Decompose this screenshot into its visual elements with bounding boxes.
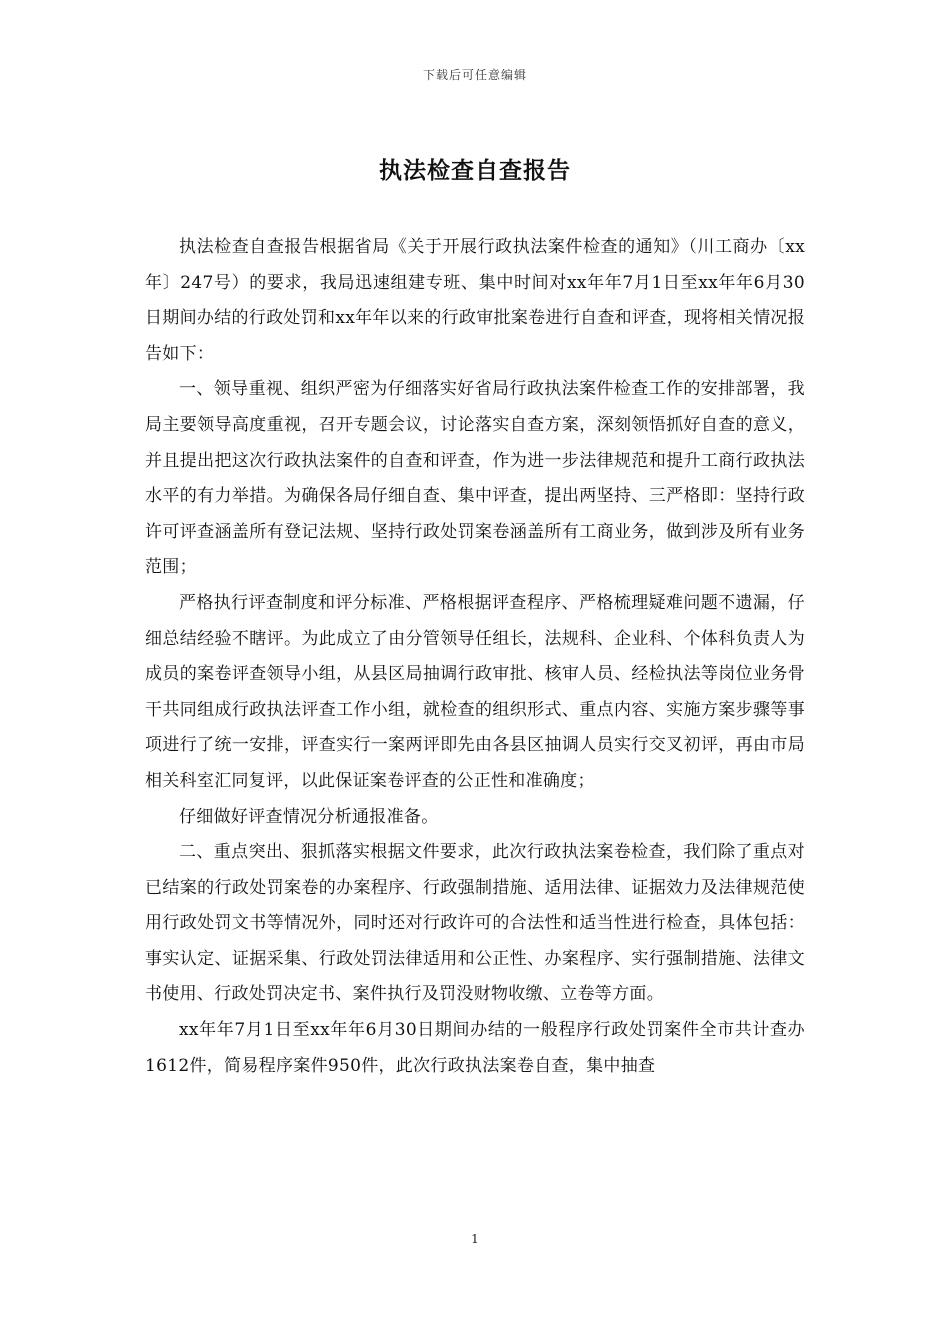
paragraph-strict-review: 严格执行评查制度和评分标准、严格根据评查程序、严格梳理疑难问题不遗漏，仔细总结经验不瞎评。为此成立了由分管领导任组长，法规科、企业科、个体科负责人为成员的案卷评查领导小组，从县区局抽调行政审批、核审人员、经检执法等岗位业务骨干共同组成行政执法评查工作小组，就检查的组织形式、重点内容、实施方案步骤等事项进行了统一安排，评查实行一案两评即先由各县区抽调人员实行交叉初评，再由市局相关科室汇同复评，以此保证案卷评查的公正性和准确度； (145, 592, 805, 791)
page-number: 1 (471, 1232, 479, 1246)
paragraph-statistics: xx年年7月1日至xx年年6月30日期间办结的一般程序行政处罚案件全市共计查办1612件，简易程序案件950件，此次行政执法案卷自查，集中抽查 (145, 1020, 805, 1076)
document-body (145, 230, 805, 1084)
paragraph-intro: 执法检查自查报告根据省局《关于开展行政执法案件检查的通知》（川工商办〔xx年〕247号）的要求，我局迅速组建专班、集中时间对xx年年7月1日至xx年年6月30日期间办结的行政处罚和xx年年以来的行政审批案卷进行自查和评查，现将相关情况报告如下： (145, 237, 805, 364)
document-title: 执法检查自查报告 (379, 157, 571, 184)
paragraph-section-1: 一、领导重视、组织严密为仔细落实好省局行政执法案件检查工作的安排部署，我局主要领导高度重视，召开专题会议，讨论落实自查方案，深刻领悟抓好自查的意义，并且提出把这次行政执法案件的自查和评查，作为进一步法律规范和提升工商行政执法水平的有力举措。为确保各局仔细自查、集中评查，提出两坚持、三严格即：坚持行政许可评查涵盖所有登记法规、坚持行政处罚案卷涵盖所有工商业务，做到涉及所有业务范围； (145, 379, 805, 578)
page-header: 下载后可任意编辑 (422, 68, 527, 82)
paragraph-section-2: 二、重点突出、狠抓落实根据文件要求，此次行政执法案卷检查，我们除了重点对已结案的行政处罚案卷的办案程序、行政强制措施、适用法律、证据效力及法律规范使用行政处罚文书等情况外，同时还对行政许可的合法性和适当性进行检查，具体包括：事实认定、证据采集、行政处罚法律适用和公正性、办案程序、实行强制措施、法律文书使用、行政处罚决定书、案件执行及罚没财物收缴、立卷等方面。 (145, 842, 805, 1005)
paragraph-report-prep: 仔细做好评查情况分析通报准备。 (179, 806, 439, 827)
